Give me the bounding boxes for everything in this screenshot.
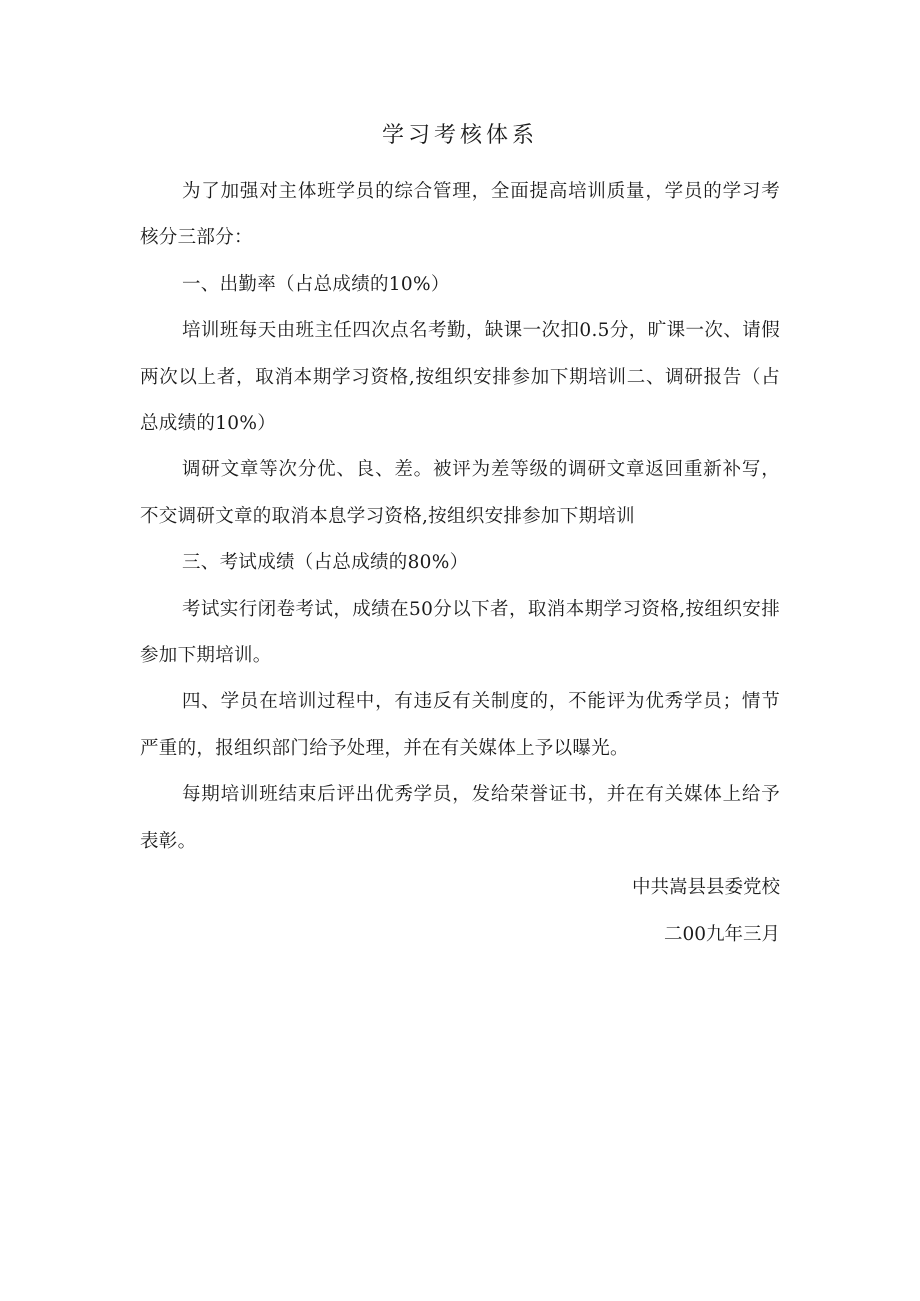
document-title: 学习考核体系: [381, 123, 538, 148]
section1-body: 培训班每天由班主任四次点名考勤，缺课一次扣0.5分，旷课一次、请假两次以上者，取消本期学习资格,按组织安排参加下期培训二、调研报告（占总成绩的10%）: [140, 320, 780, 435]
signature: 中共嵩县县委党校: [631, 877, 780, 899]
section3-heading: 三、考试成绩（占总成绩的80%）: [182, 552, 469, 574]
section3-body: 考试实行闭卷考试，成绩在50分以下者，取消本期学习资格,按组织安排参加下期培训。: [140, 598, 780, 667]
document-date: 二00九年三月: [663, 923, 780, 945]
closing-paragraph: 每期培训班结束后评出优秀学员，发给荣誉证书，并在有关媒体上给予表彰。: [140, 784, 780, 852]
intro-paragraph: 为了加强对主体班学员的综合管理，全面提高培训质量，学员的学习考核分三部分：: [140, 181, 780, 249]
section4-body: 四、学员在培训过程中，有违反有关制度的，不能评为优秀学员；情节严重的，报组织部门给予处理，并在有关媒体上予以曝光。: [140, 691, 780, 759]
document-page: [140, 116, 780, 958]
section2-body: 调研文章等次分优、良、差。被评为差等级的调研文章返回重新补写，不交调研文章的取消本息学习资格,按组织安排参加下期培训: [140, 459, 780, 527]
section1-heading: 一、出勤率（占总成绩的10%）: [182, 273, 450, 295]
